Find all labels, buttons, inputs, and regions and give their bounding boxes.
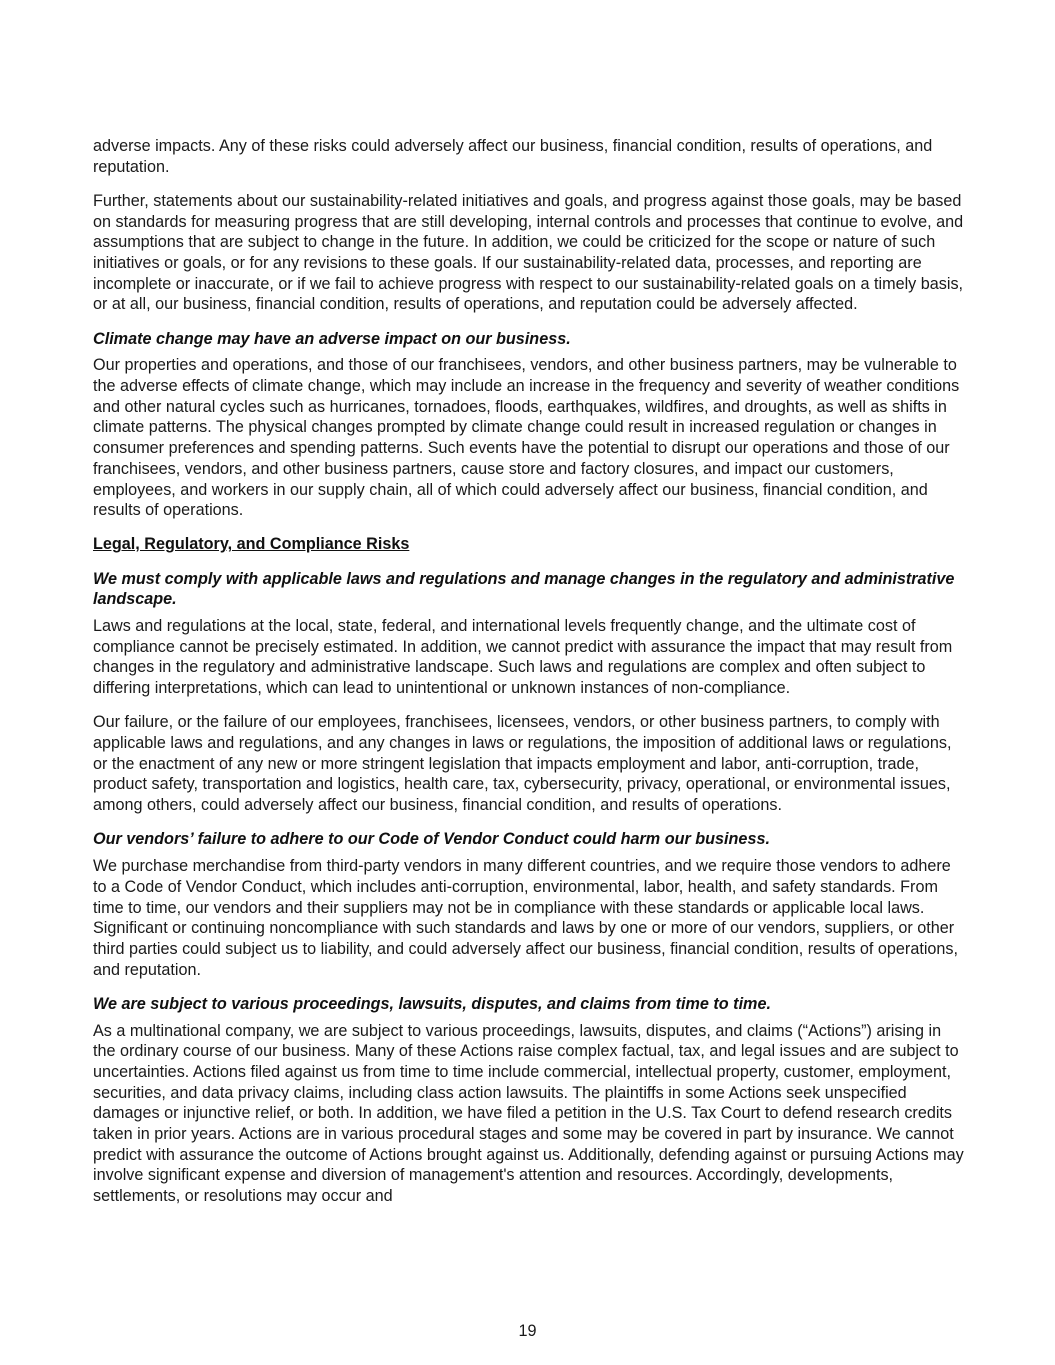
section-title-legal-regulatory-compliance: Legal, Regulatory, and Compliance Risks	[93, 535, 410, 554]
paragraph-failure-to-comply: Our failure, or the failure of our employees, franchisees, licensees, vendors, or other business partners, to comply with applicable laws and regulations, and any changes in laws or regulations, the imposition of additional laws or regulations, or the enactment of any new or more stringent legislation that impacts employment and labor, anti-corruption, trade, product safety, transportation and logistics, health care, tax, cybersecurity, privacy, operational, or environmental issues, among others, could adversely affect our business, financial condition, and results of operations.	[93, 713, 952, 815]
heading-proceedings-lawsuits: We are subject to various proceedings, lawsuits, disputes, and claims from time to time.	[93, 994, 771, 1013]
paragraph-climate-change: Our properties and operations, and those of our franchisees, vendors, and other business partners, may be vulnerable to the adverse effects of climate change, which may include an increase in the frequency and severity of weather conditions and other natural cycles such as hurricanes, tornadoes, floods, earthquakes, wildfires, and droughts, as well as shifts in climate patterns. The physical changes prompted by climate change could result in increased regulation or changes in consumer preferences and spending patterns. Such events have the potential to disrupt our operations and those of our franchisees, vendors, and other business partners, cause store and factory closures, and impact our customers, employees, and workers in our supply chain, all of which could adversely affect our business, financial condition, and results of operations.	[93, 356, 960, 520]
paragraph-proceedings-lawsuits: As a multinational company, we are subject to various proceedings, lawsuits, disputes, and claims (“Actions”) arising in the ordinary course of our business. Many of these Actions raise complex factual, tax, and legal issues and are subject to uncertainties. Actions filed against us from time to time include commercial, intellectual property, customer, employment, securities, and data privacy claims, including class action lawsuits. The plaintiffs in some Actions seek unspecified damages or injunctive relief, or both. In addition, we have filed a petition in the U.S. Tax Court to defend research credits taken in prior years. Actions are in various procedural stages and some may be covered in part by insurance. We cannot predict with assurance the outcome of Actions brought against us. Additionally, defending against or pursuing Actions may involve significant expense and diversion of management's attention and resources. Accordingly, developments, settlements, or resolutions may occur and	[93, 1021, 964, 1206]
heading-comply-with-laws: We must comply with applicable laws and regulations and manage changes in the regulatory and administrative landscape.	[93, 569, 955, 609]
paragraph-vendor-conduct: We purchase merchandise from third-party vendors in many different countries, and we require those vendors to adhere to a Code of Vendor Conduct, which includes anti-corruption, environmental, labor, health, and safety standards. From time to time, our vendors and their suppliers may not be in compliance with these standards or applicable local laws. Significant or continuing noncompliance with such standards and laws by one or more of our vendors, suppliers, or other third parties could subject us to liability, and could adversely affect our business, financial condition, results of operations, and reputation.	[93, 857, 959, 979]
page-number: 19	[518, 1322, 537, 1340]
document-page-content	[93, 136, 965, 1220]
heading-climate-change: Climate change may have an adverse impact on our business.	[93, 329, 571, 348]
paragraph-laws-change: Laws and regulations at the local, state, federal, and international levels frequently change, and the ultimate cost of compliance cannot be precisely estimated. In addition, we cannot predict with assurance the impact that may result from changes in the regulatory and administrative landscape. Such laws and regulations are complex and often subject to differing interpretations, which can lead to unintentional or unknown instances of non-compliance.	[93, 617, 953, 698]
paragraph-sustainability-statements: Further, statements about our sustainability-related initiatives and goals, and progress against those goals, may be based on standards for measuring progress that are still developing, internal controls and processes that continue to evolve, and assumptions that are subject to change in the future. In addition, we could be criticized for the scope or nature of such initiatives or goals, or for any revisions to these goals. If our sustainability-related data, processes, and reporting are incomplete or inaccurate, or if we fail to achieve progress with respect to our sustainability-related goals on a timely basis, or at all, our business, financial condition, results of operations, and reputation could be adversely affected.	[93, 191, 964, 314]
heading-vendor-conduct: Our vendors’ failure to adhere to our Code of Vendor Conduct could harm our business.	[93, 830, 770, 849]
paragraph-adverse-impacts: adverse impacts. Any of these risks could adversely affect our business, financial condition, results of operations, and reputation.	[93, 137, 933, 176]
